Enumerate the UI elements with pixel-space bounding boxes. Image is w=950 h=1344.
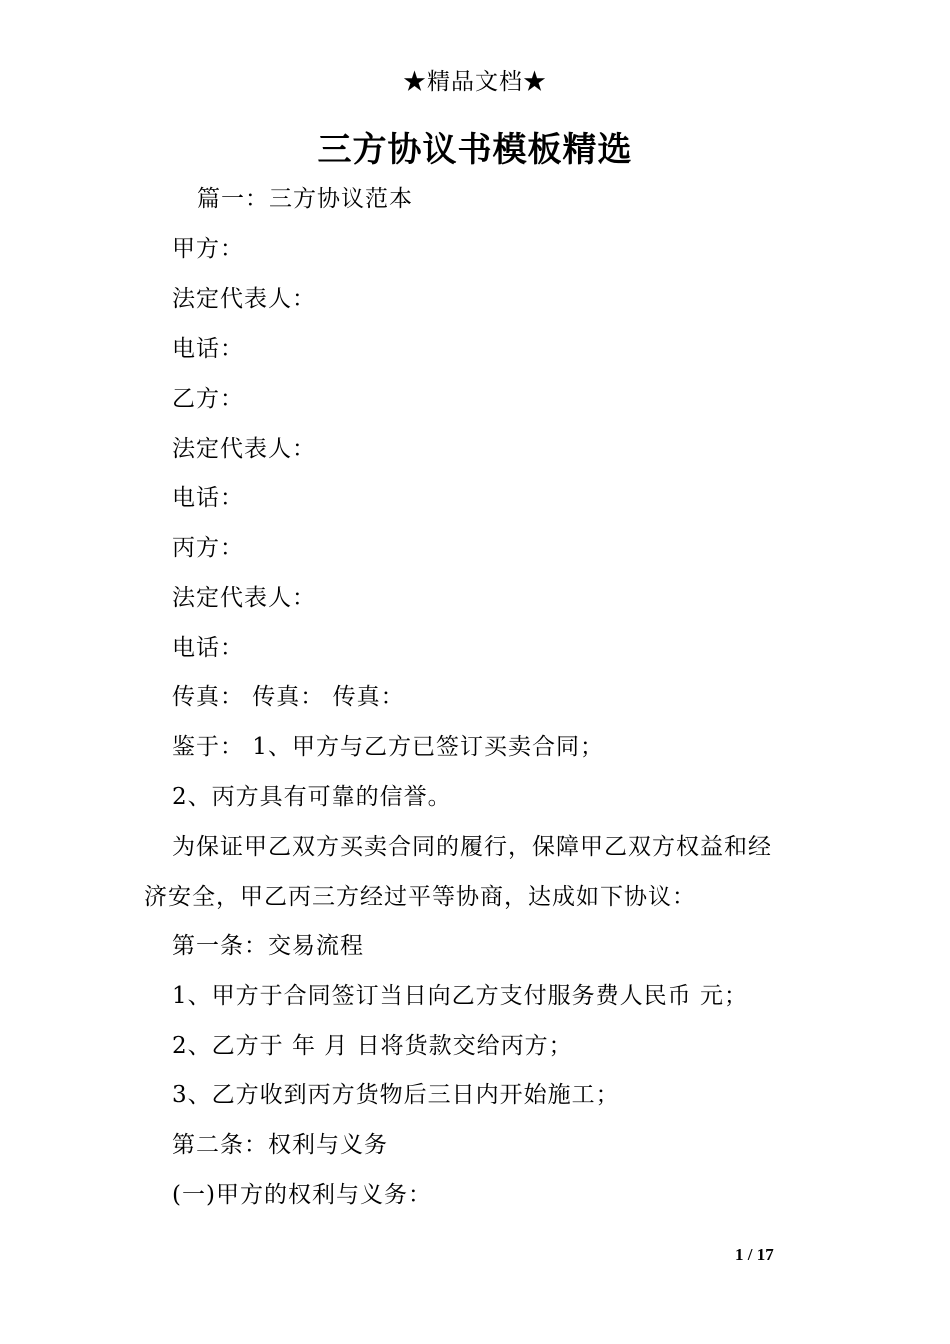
party-b-phone: 电话： bbox=[172, 485, 244, 511]
whereas-clause-2: 2、丙方具有可靠的信誉。 bbox=[172, 784, 452, 810]
party-c-representative: 法定代表人： bbox=[172, 585, 316, 611]
article-2-subheading: (一)甲方的权利与义务： bbox=[172, 1182, 432, 1208]
party-c-label: 丙方： bbox=[172, 535, 244, 561]
article-1-heading: 第一条：交易流程 bbox=[172, 933, 364, 959]
party-b-label: 乙方： bbox=[172, 386, 244, 412]
fax-line: 传真： 传真： 传真： bbox=[172, 684, 405, 710]
party-c-phone: 电话： bbox=[172, 635, 244, 661]
party-a-label: 甲方： bbox=[172, 236, 244, 262]
article-2-heading: 第二条：权利与义务 bbox=[172, 1132, 388, 1158]
article-1-item-3: 3、乙方收到丙方货物后三日内开始施工； bbox=[172, 1082, 620, 1108]
article-1-item-2: 2、乙方于 年 月 日将货款交给丙方； bbox=[172, 1033, 573, 1059]
article-1-item-1: 1、甲方于合同签订当日向乙方支付服务费人民币 元； bbox=[172, 983, 748, 1009]
document-title: 三方协议书模板精选 bbox=[317, 130, 633, 170]
page-header: ★精品文档★ bbox=[403, 69, 547, 95]
section-heading: 篇一：三方协议范本 bbox=[197, 186, 413, 212]
party-a-representative: 法定代表人： bbox=[172, 286, 316, 312]
party-b-representative: 法定代表人： bbox=[172, 436, 316, 462]
party-a-phone: 电话： bbox=[172, 336, 244, 362]
page-number: 1 / 17 bbox=[735, 1245, 774, 1264]
purpose-paragraph: 为保证甲乙双方买卖合同的履行，保障甲乙双方权益和经 bbox=[172, 834, 772, 860]
purpose-paragraph-cont: 济安全，甲乙丙三方经过平等协商，达成如下协议： bbox=[144, 884, 696, 910]
whereas-clause-1: 鉴于： 1、甲方与乙方已签订买卖合同； bbox=[172, 734, 604, 760]
